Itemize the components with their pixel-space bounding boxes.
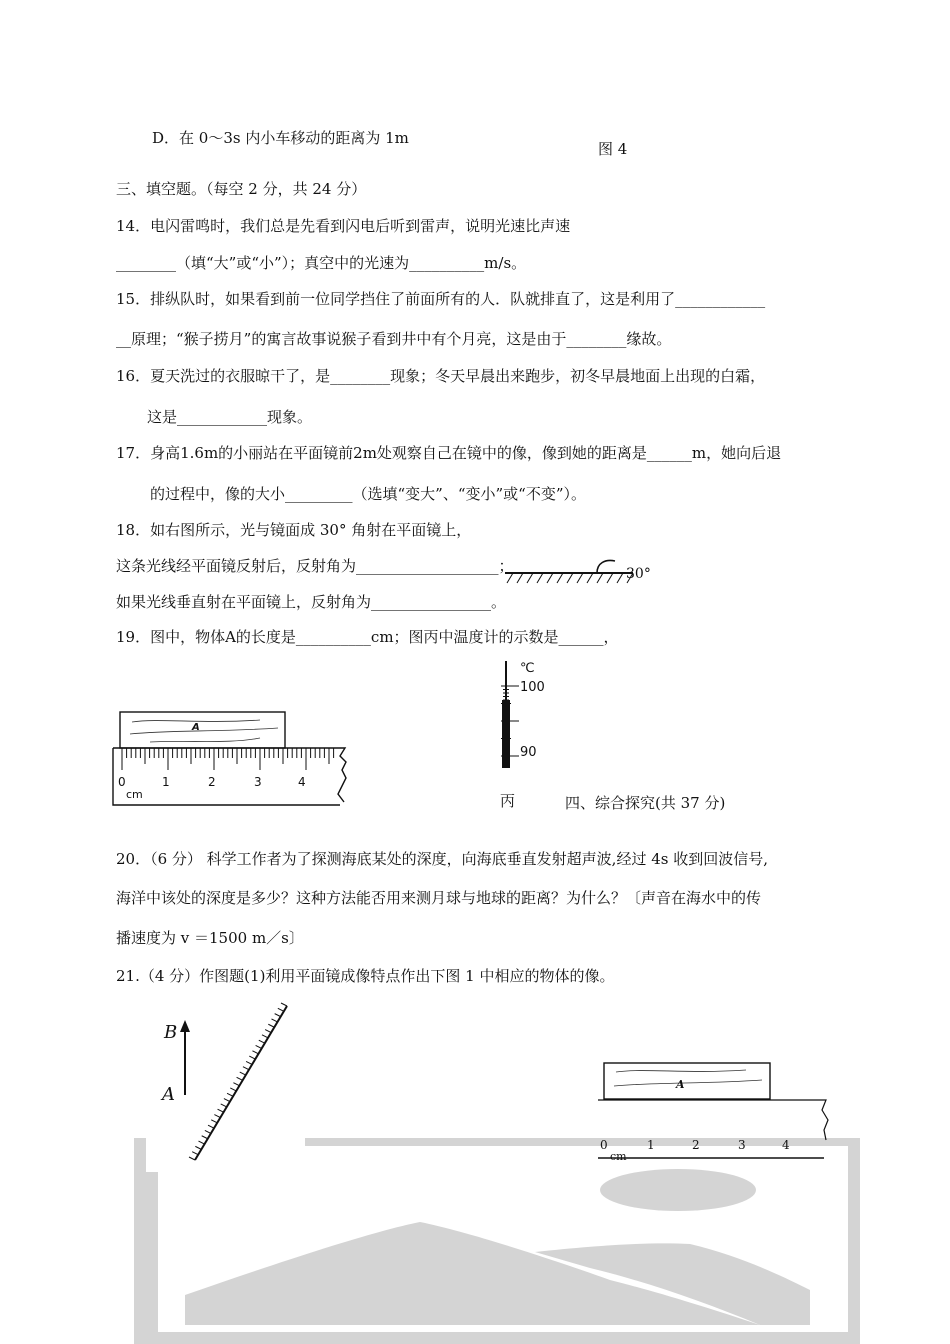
mirror-hatch bbox=[249, 1056, 255, 1059]
thermometer-figure bbox=[490, 658, 560, 773]
ruler-label-0: 0 bbox=[118, 775, 126, 789]
thermometer-label-90: 90 bbox=[520, 745, 537, 760]
ruler-2-top-edge bbox=[598, 1100, 828, 1140]
mirror-hatch bbox=[230, 1088, 236, 1091]
question-18-line-2: 这条光线经平面镜反射后，反射角为___________________； bbox=[116, 557, 514, 575]
mirror-hatch bbox=[246, 1061, 252, 1064]
arrow-head bbox=[180, 1020, 190, 1032]
block-texture-2 bbox=[614, 1070, 762, 1086]
mirror-hatch bbox=[262, 1035, 268, 1038]
question-18-line-1: 18．如右图所示，光与镜面成 30° 角射在平面镜上， bbox=[116, 521, 472, 539]
ruler-2-label-3: 3 bbox=[738, 1138, 746, 1152]
ruler-2-label-4: 4 bbox=[782, 1138, 790, 1152]
question-21: 21.（4 分）作图题(1)利用平面镜成像特点作出下图 1 中相应的物体的像。 bbox=[116, 967, 615, 985]
question-18-line-3: 如果光线垂直射在平面镜上，反射角为________________。 bbox=[116, 593, 507, 611]
object-a-block bbox=[120, 712, 285, 748]
question-16-line-1: 16．夏天洗过的衣服晾干了，是________现象；冬天早晨出来跑步，初冬早晨地面上出现的白霜， bbox=[116, 367, 766, 385]
ruler-figure-2 bbox=[596, 1060, 841, 1165]
question-14-line-1: 14．电闪雷鸣时，我们总是先看到闪电后听到雷声，说明光速比声速 bbox=[116, 217, 571, 235]
plane-mirror-hatching bbox=[189, 1003, 287, 1160]
question-15-line-2: __原理；“猴子捞月”的寓言故事说猴子看到井中有个月亮，这是由于________缘故。 bbox=[116, 330, 672, 348]
mirror-hatch bbox=[265, 1030, 271, 1033]
mirror-hatch bbox=[278, 1008, 284, 1011]
mirror-angle-figure bbox=[505, 555, 655, 585]
mirror-hatch bbox=[275, 1014, 281, 1017]
mirror-hatch bbox=[271, 1019, 277, 1022]
mirror-hatch bbox=[202, 1136, 208, 1139]
ruler-2-label-1: 1 bbox=[647, 1138, 655, 1152]
grey-ellipse bbox=[600, 1169, 756, 1211]
ruler-label-2: 2 bbox=[208, 775, 216, 789]
question-16-line-2: 这是____________现象。 bbox=[147, 408, 313, 426]
mirror-hatch bbox=[195, 1146, 201, 1149]
mirror-hatch bbox=[211, 1120, 217, 1123]
mirror-hatch bbox=[221, 1104, 227, 1107]
option-d: D．在 0～3s 内小车移动的距离为 1m bbox=[152, 129, 409, 147]
question-20-line-2: 海洋中该处的深度是多少？这种方法能否用来测月球与地球的距离？为什么？〔声音在海水中的传 bbox=[116, 889, 762, 907]
mirror-hatch bbox=[227, 1093, 233, 1096]
mirror-hatch bbox=[189, 1157, 195, 1160]
block-texture bbox=[130, 720, 278, 742]
ruler-label-1: 1 bbox=[162, 775, 170, 789]
ruler-label-4: 4 bbox=[298, 775, 306, 789]
mirror-hatch bbox=[259, 1040, 265, 1043]
question-20-line-3: 播速度为 v ＝1500 m／s〕 bbox=[116, 929, 304, 947]
ruler-2-unit: cm bbox=[610, 1150, 627, 1163]
mirror-hatch bbox=[252, 1051, 258, 1054]
mirror-hatch bbox=[205, 1130, 211, 1133]
block-label: A bbox=[192, 722, 200, 733]
section-3-heading: 三、填空题。（每空 2 分，共 24 分） bbox=[116, 180, 367, 198]
mirror-hatch bbox=[256, 1045, 262, 1048]
block-label-2: A bbox=[676, 1078, 685, 1091]
question-14-line-2: ________（填“大”或“小”）；真空中的光速为__________m/s。 bbox=[116, 254, 527, 272]
question-15-line-1: 15．排纵队时，如果看到前一位同学挡住了前面所有的人．队就排直了，这是利用了____________ bbox=[116, 290, 766, 308]
mirror-hatch bbox=[237, 1077, 243, 1080]
mirror-hatch bbox=[233, 1083, 239, 1086]
mirror-hatch bbox=[281, 1003, 287, 1006]
ruler-2-label-0: 0 bbox=[600, 1138, 608, 1152]
section-4-heading: 四、综合探究(共 37 分) bbox=[565, 794, 726, 812]
mirror-hatch bbox=[214, 1115, 220, 1118]
mirror-hatch bbox=[192, 1152, 198, 1155]
arrow-bottom-label: A bbox=[162, 1084, 175, 1105]
background-artifact bbox=[0, 1000, 950, 1344]
ruler-unit: cm bbox=[126, 788, 143, 801]
question-17-line-1: 17．身高1.6m的小丽站在平面镜前2m处观察自己在镜中的像，像到她的距离是______m，她向后退 bbox=[116, 444, 782, 462]
mirror-hatch bbox=[268, 1024, 274, 1027]
angle-label: 30° bbox=[626, 566, 651, 582]
ruler-figure bbox=[110, 710, 355, 810]
thermometer-label-100: 100 bbox=[520, 680, 545, 695]
arrow-top-label: B bbox=[164, 1022, 178, 1043]
mirror-image-figure bbox=[150, 1000, 310, 1170]
thermometer-unit: ℃ bbox=[520, 661, 535, 676]
mirror-hatch bbox=[199, 1141, 205, 1144]
mirror-hatch bbox=[218, 1109, 224, 1112]
figure-bing-caption: 丙 bbox=[500, 792, 516, 810]
question-19: 19．图中，物体A的长度是__________cm；图丙中温度计的示数是______， bbox=[116, 628, 619, 646]
mirror-hatch bbox=[224, 1099, 230, 1102]
question-17-line-2: 的过程中，像的大小_________（选填“变大”、“变小”或“不变”）。 bbox=[150, 485, 587, 503]
figure-4-caption: 图 4 bbox=[598, 140, 628, 158]
mirror-hatch bbox=[243, 1067, 249, 1070]
mirror-hatching bbox=[507, 573, 633, 583]
mirror-hatch bbox=[240, 1072, 246, 1075]
ruler-2-label-2: 2 bbox=[692, 1138, 700, 1152]
ruler-ticks bbox=[122, 748, 334, 770]
plane-mirror bbox=[195, 1006, 287, 1160]
mirror-hatch bbox=[208, 1125, 214, 1128]
ruler-label-3: 3 bbox=[254, 775, 262, 789]
question-20-line-1: 20．（6 分） 科学工作者为了探测海底某处的深度，向海底垂直发射超声波,经过 4s 收到回波信号, bbox=[116, 850, 768, 868]
light-ray-arc bbox=[597, 561, 615, 574]
